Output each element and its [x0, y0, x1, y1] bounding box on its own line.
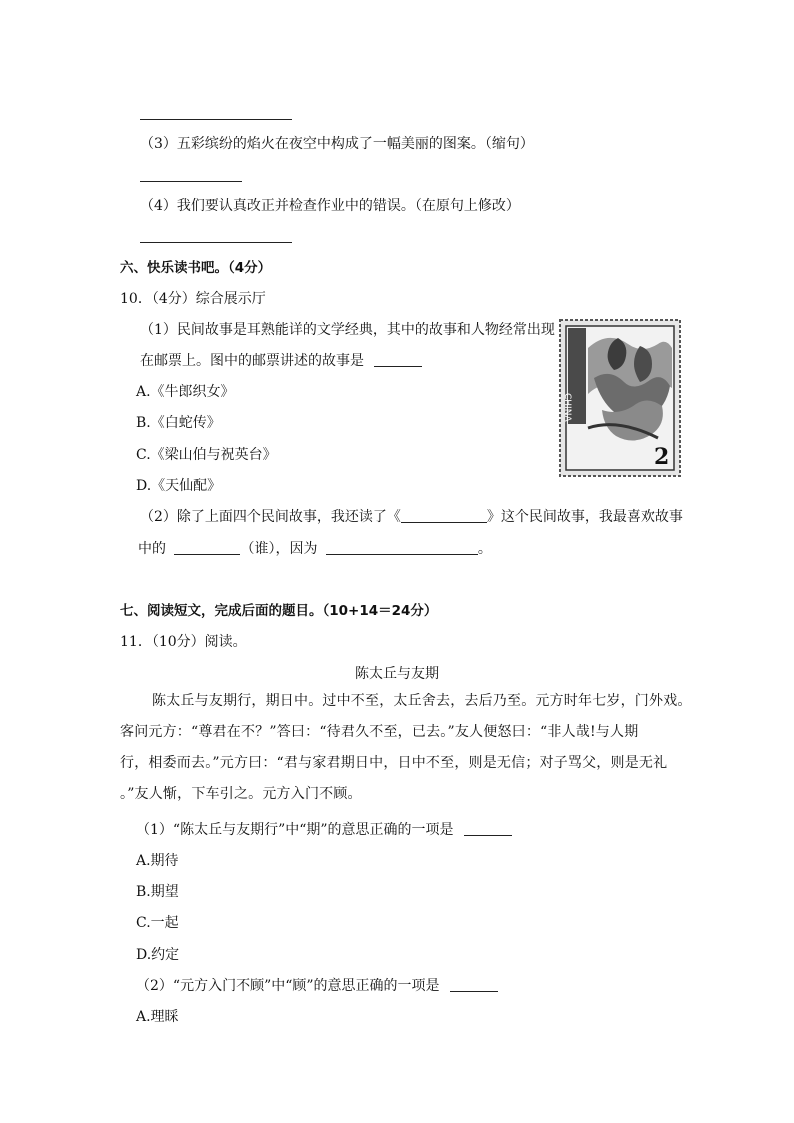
option-d: D.《天仙配》: [136, 478, 222, 494]
passage-line-3: 行，相委而去。”元方曰：“君与家君期日中，日中不至，则是无信；对子骂父，则是无礼: [120, 755, 668, 771]
stamp-image: [558, 318, 682, 478]
q10-part1-text: 在邮票上。图中的邮票讲述的故事是: [140, 353, 364, 369]
q10-part1-line1: （1）民间故事是耳熟能详的文学经典，其中的故事和人物经常出现: [140, 322, 555, 338]
section-7-heading: 七、阅读短文，完成后面的题目。（10+14＝24分）: [120, 603, 438, 619]
passage-title: 陈太丘与友期: [355, 666, 439, 682]
answer-line-2[interactable]: [140, 119, 292, 120]
q10-part2-text-b: 》这个民间故事，我最喜欢故事: [486, 509, 683, 525]
q10-part2-line1: [140, 507, 683, 527]
q9-item-4: （4）我们要认真改正并检查作业中的错误。（在原句上修改）: [140, 198, 520, 214]
option-a: A.《牛郎织女》: [136, 384, 235, 400]
sub1-option-c: C.一起: [136, 915, 179, 931]
q11-sub2: [136, 976, 498, 996]
passage-text: [120, 686, 692, 810]
q11-sub1: [136, 820, 512, 840]
q10-part2-text-d: （谁），因为: [240, 541, 318, 557]
answer-blank-sub2[interactable]: [450, 977, 498, 992]
answer-blank-stamp-story[interactable]: [374, 352, 422, 367]
answer-blank-sub1[interactable]: [464, 821, 512, 836]
stamp-country: CHINA: [562, 393, 572, 422]
answer-line-4[interactable]: [140, 242, 292, 243]
answer-line-3[interactable]: [140, 181, 242, 182]
answer-blank-story-title[interactable]: [401, 508, 487, 523]
q11-sub1-text: （1）“陈太丘与友期行”中“期”的意思正确的一项是: [136, 822, 454, 838]
q10-part1-line2: [140, 351, 422, 371]
q10-part2-line2: [138, 539, 492, 559]
stamp-value: 2: [654, 444, 670, 470]
passage-line-2: 客问元方：“尊君在不？”答曰：“待君久不至，已去。”友人便怒曰：“非人哉!与人期: [120, 724, 639, 740]
answer-blank-reason[interactable]: [326, 540, 478, 555]
passage-line-4: 。”友人惭，下车引之。元方入门不顾。: [120, 786, 362, 802]
option-c: C.《梁山伯与祝英台》: [136, 447, 277, 463]
q10-part2-text-e: 。: [477, 541, 492, 557]
passage-line-1: 陈太丘与友期行，期日中。过中不至，太丘舍去，去后乃至。元方时年七岁，门外戏。: [152, 693, 692, 709]
q10-part2-text-c: 中的: [138, 541, 166, 557]
question-11-title: 11．（10分）阅读。: [120, 634, 247, 650]
sub1-option-d: D.约定: [136, 947, 180, 963]
sub2-option-a: A.理睬: [136, 1009, 179, 1025]
answer-blank-character[interactable]: [174, 540, 240, 555]
q11-sub2-text: （2）“元方入门不顾”中“顾”的意思正确的一项是: [136, 978, 440, 994]
sub1-option-a: A.期待: [136, 853, 179, 869]
q10-part2-text-a: （2）除了上面四个民间故事，我还读了《: [140, 509, 401, 525]
sub1-option-b: B.期望: [136, 884, 179, 900]
question-10-title: 10．（4分）综合展示厅: [120, 291, 266, 307]
section-6-heading: 六、快乐读书吧。（4分）: [120, 260, 272, 276]
q9-item-3: （3）五彩缤纷的焰火在夜空中构成了一幅美丽的图案。（缩句）: [140, 136, 534, 152]
option-b: B.《白蛇传》: [136, 415, 221, 431]
